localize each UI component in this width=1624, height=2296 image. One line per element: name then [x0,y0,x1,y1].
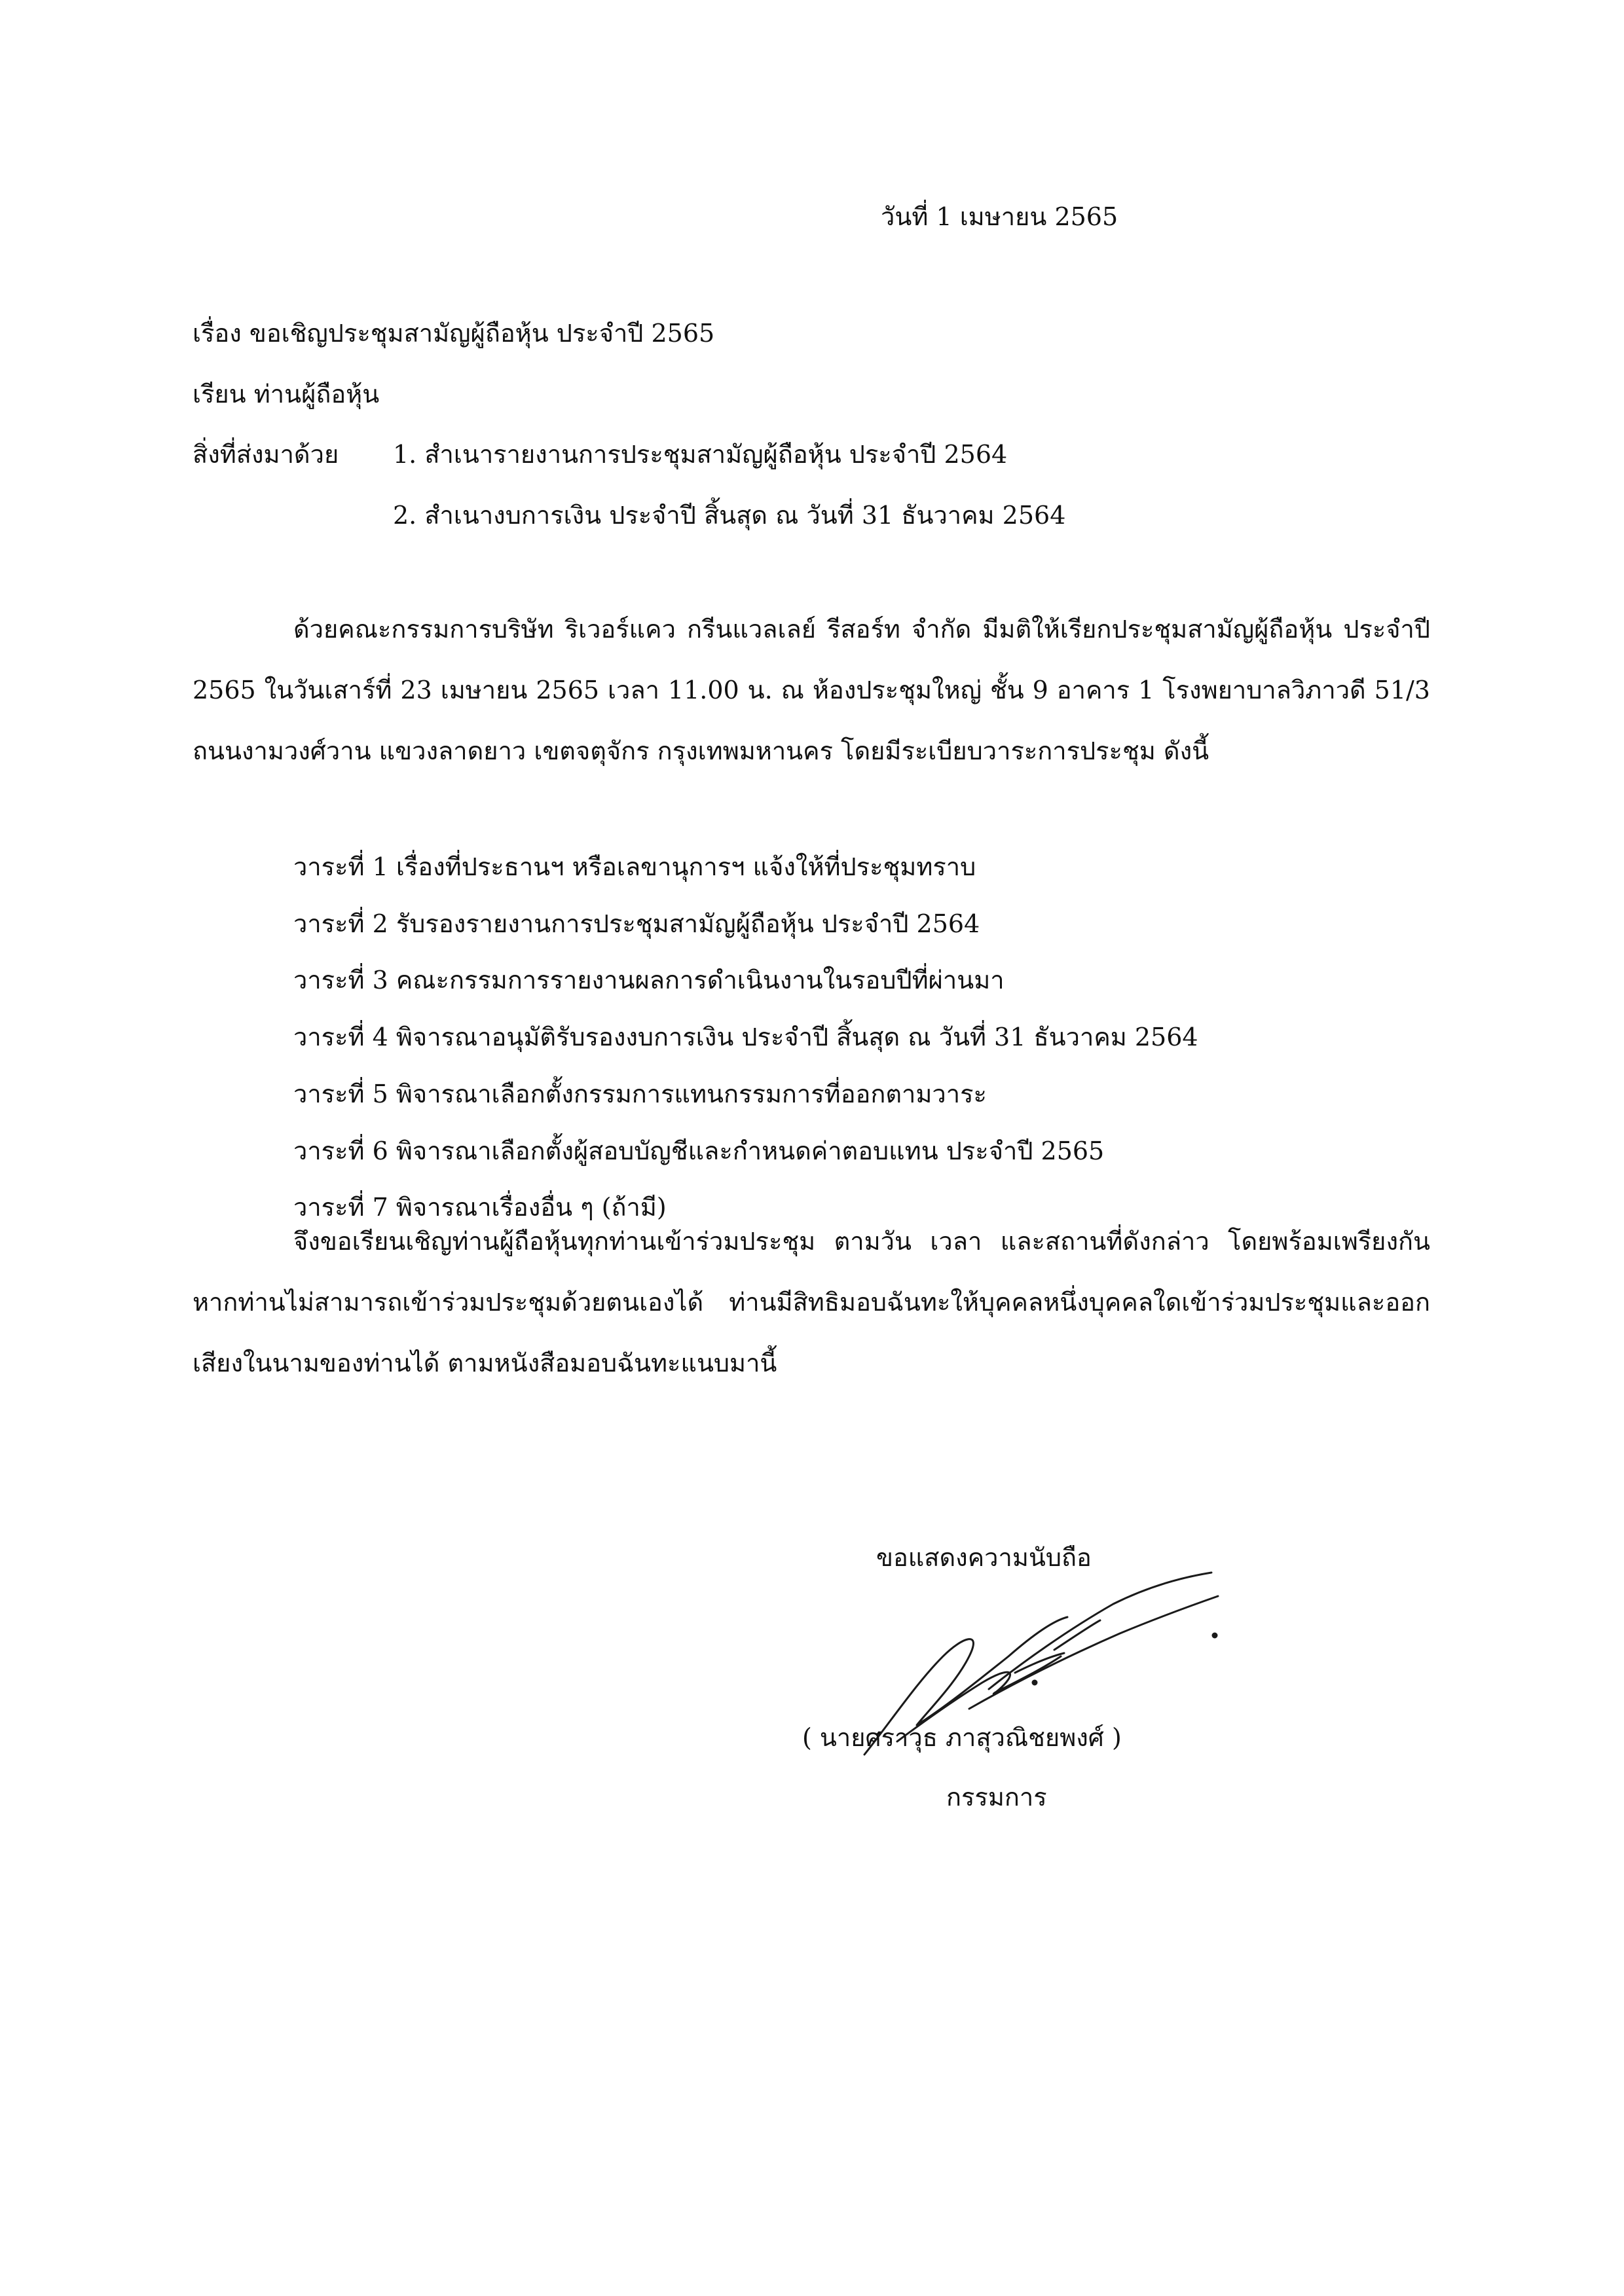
enclosure-item-1: 1. สำเนารายงานการประชุมสามัญผู้ถือหุ้น ประจำปี 2564 [393,440,1008,469]
agenda-item-5: วาระที่ 5 พิจารณาเลือกตั้งกรรมการแทนกรรมการที่ออกตามวาระ [293,1080,987,1108]
agenda-item-2: วาระที่ 2 รับรองรายงานการประชุมสามัญผู้ถือหุ้น ประจำปี 2564 [293,909,980,938]
signer-title: กรรมการ [946,1783,1047,1812]
agenda-item-6: วาระที่ 6 พิจารณาเลือกตั้งผู้สอบบัญชีและกำหนดค่าตอบแทน ประจำปี 2565 [293,1137,1105,1165]
agenda-item-4: วาระที่ 4 พิจารณาอนุมัติรับรองงบการเงิน ประจำปี สิ้นสุด ณ วันที่ 31 ธันวาคม 2564 [293,1023,1198,1051]
enclosure-label: สิ่งที่ส่งมาด้วย [193,440,339,469]
agenda-item-3: วาระที่ 3 คณะกรรมการรายงานผลการดำเนินงานในรอบปีที่ผ่านมา [293,966,1005,994]
letter-recipient: เรียน ท่านผู้ถือหุ้น [193,380,380,409]
agenda-item-7: วาระที่ 7 พิจารณาเรื่องอื่น ๆ (ถ้ามี) [293,1193,667,1222]
agenda-item-1: วาระที่ 1 เรื่องที่ประธานฯ หรือเลขานุการฯ แจ้งให้ที่ประชุมทราบ [293,852,976,881]
proxy-paragraph: จึงขอเรียนเชิญท่านผู้ถือหุ้นทุกท่านเข้าร่วมประชุม ตามวัน เวลา และสถานที่ดังกล่าว โดยพร้อมเพรียงกัน หากท่านไม่สามารถเข้าร่วมประชุมด้วยตนเองได้ ท่านมีสิทธิมอบฉันทะให้บุคคลหนึ่งบุคคลใดเข้าร่วมประชุมและออกเสียงในนามของท่านได้ ตามหนังสือมอบฉันทะแนบมานี้ [193,1227,1430,1377]
letter-date: วันที่ 1 เมษายน 2565 [881,202,1118,231]
signer-name: ( นายศราวุธ ภาสุวณิชยพงศ์ ) [802,1723,1122,1752]
invitation-paragraph: ด้วยคณะกรรมการบริษัท ริเวอร์แคว กรีนแวลเลย์ รีสอร์ท จำกัด มีมติให้เรียกประชุมสามัญผู้ถือหุ้น ประจำปี 2565 ในวันเสาร์ที่ 23 เมษายน 2565 เวลา 11.00 น. ณ ห้องประชุมใหญ่ ชั้น 9 อาคาร 1 โรงพยาบาลวิภาวดี 51/3 ถนนงามวงศ์วาน แขวงลาดยาว เขตจตุจักร กรุงเทพมหานคร โดยมีระเบียบวาระการประชุม ดังนี้ [193,615,1430,765]
closing-salutation: ขอแสดงความนับถือ [876,1543,1092,1572]
enclosure-item-2: 2. สำเนางบการเงิน ประจำปี สิ้นสุด ณ วันที่ 31 ธันวาคม 2564 [393,501,1066,530]
letter-subject: เรื่อง ขอเชิญประชุมสามัญผู้ถือหุ้น ประจำปี 2565 [193,319,715,348]
